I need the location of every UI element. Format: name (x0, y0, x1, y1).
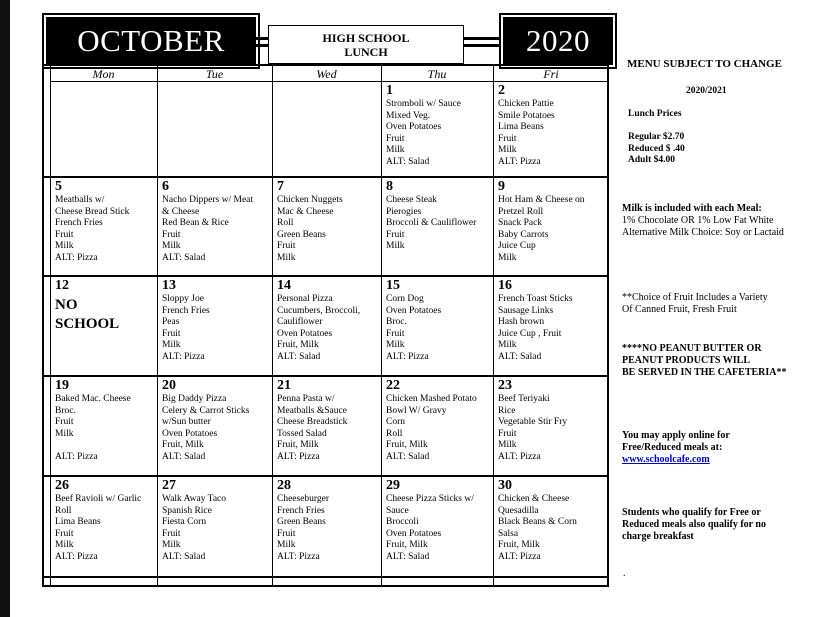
menu-item: Pretzel Roll (498, 206, 544, 217)
menu-item: Fruit (55, 229, 74, 240)
lunch-prices-heading: Lunch Prices (628, 109, 682, 119)
menu-item: ALT: Salad (162, 252, 206, 263)
menu-item: ALT: Pizza (277, 551, 320, 562)
peanut-warning (622, 343, 787, 379)
milk-info (622, 203, 784, 239)
day-cell (493, 477, 609, 576)
day-number: 15 (386, 278, 400, 293)
menu-item: Milk (55, 428, 74, 439)
apply-online (622, 430, 730, 466)
menu-item: ALT: Pizza (55, 252, 98, 263)
day-header-fri: Fri (543, 67, 559, 81)
day-cell (381, 82, 493, 176)
menu-item: ALT: Salad (386, 451, 430, 462)
menu-item (55, 440, 157, 452)
menu-title-box (268, 25, 464, 64)
menu-item: Fruit (162, 229, 181, 240)
day-header-mon: Mon (92, 67, 115, 81)
menu-item: Hot Ham & Cheese on (498, 195, 585, 205)
menu-item: Walk Away Taco (162, 494, 227, 504)
day-number: 6 (162, 179, 169, 194)
breakfast-line-1: Students who qualify for Free or (622, 507, 761, 518)
menu-item: Lima Beans (498, 122, 544, 133)
menu-item: Mixed Veg. (386, 110, 431, 121)
year-title: 2020 (503, 17, 613, 65)
menu-item: Broc. (55, 405, 76, 416)
menu-item: Smile Potatoes (498, 110, 555, 121)
day-number: 29 (386, 478, 400, 493)
day-cell (272, 377, 381, 475)
day-number: 1 (386, 83, 393, 98)
day-number: 5 (55, 179, 62, 194)
menu-item: Quesadilla (498, 505, 539, 516)
menu-item: Vegetable Stir Fry (498, 417, 568, 428)
menu-item: Green Beans (277, 517, 326, 528)
menu-item: Cheese Breadstick (277, 417, 348, 428)
day-cell (157, 377, 272, 475)
price-adult: Adult $4.00 (628, 155, 675, 165)
page-edge (0, 0, 10, 617)
header-connector-right-2 (463, 44, 499, 47)
menu-item: Cheeseburger (277, 494, 330, 504)
menu-item: Pierogies (386, 206, 422, 217)
menu-item: Fruit, Milk (386, 540, 428, 551)
menu-item: ALT: Pizza (498, 156, 541, 167)
breakfast-line-3: charge breakfast (622, 531, 694, 542)
price-list (628, 132, 685, 167)
menu-item: & Cheese (162, 206, 200, 217)
day-cell (157, 82, 272, 176)
menu-item: Fruit, Milk (386, 440, 428, 451)
day-cell (157, 477, 272, 576)
menu-item: Roll (55, 505, 72, 516)
menu-item: Nacho Dippers w/ Meat (162, 195, 254, 205)
menu-item: Oven Potatoes (162, 428, 218, 439)
peanut-line-2: PEANUT PRODUCTS WILL (622, 355, 750, 366)
menu-item: ALT: Salad (162, 451, 206, 462)
menu-item: Milk (498, 252, 517, 263)
menu-item: Fruit (55, 528, 74, 539)
day-number: 13 (162, 278, 176, 293)
menu-item: Fruit (55, 417, 74, 428)
day-number: 7 (277, 179, 284, 194)
day-cell (157, 178, 272, 275)
menu-item: Corn (386, 417, 405, 428)
day-number: 14 (277, 278, 291, 293)
menu-item: Milk (162, 241, 181, 252)
menu-item: Fruit (386, 229, 405, 240)
menu-item: Mac & Cheese (277, 206, 334, 217)
day-number: 21 (277, 378, 291, 393)
day-cell (50, 178, 157, 275)
menu-item: ALT: Salad (498, 351, 542, 362)
menu-item: Chicken Mashed Potato (386, 394, 477, 404)
menu-subject-to-change: MENU SUBJECT TO CHANGE (627, 58, 782, 70)
school-year: 2020/2021 (686, 86, 727, 96)
menu-item: Meatballs &Sauce (277, 405, 347, 416)
menu-item: Tossed Salad (277, 428, 327, 439)
fruit-line-1: **Choice of Fruit Includes a Variety (622, 292, 768, 303)
day-cell (272, 178, 381, 275)
header-connector-left (256, 37, 268, 40)
menu-item: Fruit (498, 133, 517, 144)
menu-item: Fruit, Milk (162, 440, 204, 451)
menu-item: ALT: Pizza (277, 451, 320, 462)
menu-item: Big Daddy Pizza (162, 394, 227, 404)
day-number: 2 (498, 83, 505, 98)
day-cell (50, 477, 157, 576)
menu-item: Broc. (386, 317, 407, 328)
day-cell (272, 477, 381, 576)
menu-item: Fruit, Milk (277, 340, 319, 351)
price-regular: Regular $2.70 (628, 132, 685, 142)
menu-item: Corn Dog (386, 294, 424, 304)
day-cell (157, 277, 272, 375)
menu-item: Chicken Nuggets (277, 195, 343, 205)
menu-item: Chicken Pattie (498, 99, 554, 109)
day-number: 26 (55, 478, 69, 493)
menu-item: Personal Pizza (277, 294, 333, 304)
apply-line-1: You may apply online for (622, 430, 730, 441)
menu-item: ALT: Pizza (386, 351, 429, 362)
day-cell (381, 277, 493, 375)
menu-item: Fruit (277, 528, 296, 539)
menu-item: Cauliflower (277, 317, 323, 328)
menu-item: Bowl W/ Gravy (386, 405, 447, 416)
menu-item: Milk (55, 540, 74, 551)
row-divider (42, 576, 609, 578)
day-cell (50, 377, 157, 475)
day-number: 27 (162, 478, 176, 493)
schoolcafe-link[interactable]: www.schoolcafe.com (622, 454, 710, 465)
menu-item: Rice (498, 405, 516, 416)
menu-title-line2: LUNCH (344, 44, 388, 59)
menu-item: Milk (386, 241, 405, 252)
day-cell (50, 277, 157, 375)
menu-item: Black Beans & Corn (498, 517, 577, 528)
menu-item: Milk (162, 540, 181, 551)
menu-item: ALT: Pizza (55, 551, 98, 562)
no-school-note: SCHOOL (55, 316, 120, 332)
menu-item: Beef Ravioli w/ Garlic (55, 494, 142, 504)
menu-item: Milk (277, 252, 296, 263)
day-number: 19 (55, 378, 69, 393)
menu-item: Milk (498, 440, 517, 451)
menu-item: Milk (277, 540, 296, 551)
peanut-line-3: BE SERVED IN THE CAFETERIA** (622, 367, 787, 378)
day-cell (381, 477, 493, 576)
menu-item: Lima Beans (55, 517, 101, 528)
menu-item: Milk (386, 145, 405, 156)
menu-item: Cucumbers, Broccoli, (277, 305, 361, 316)
menu-item: Peas (162, 317, 180, 328)
menu-item: ALT: Salad (162, 551, 206, 562)
menu-item: Oven Potatoes (386, 305, 442, 316)
menu-item: ALT: Pizza (162, 351, 205, 362)
day-cell (493, 277, 609, 375)
menu-item: Baked Mac. Cheese (55, 394, 131, 404)
day-cell (381, 178, 493, 275)
day-number: 23 (498, 378, 512, 393)
menu-item: Sloppy Joe (162, 294, 204, 304)
menu-item: Roll (277, 218, 294, 229)
day-number: 30 (498, 478, 512, 493)
menu-item: Fruit (162, 528, 181, 539)
menu-item: French Toast Sticks (498, 294, 573, 304)
menu-item: Milk (498, 145, 517, 156)
day-cell (381, 377, 493, 475)
menu-item: Milk (386, 340, 405, 351)
header-connector-right (463, 37, 499, 40)
day-number: 12 (55, 278, 69, 293)
menu-item: Snack Pack (498, 218, 543, 229)
day-cell (272, 82, 381, 176)
day-cell (493, 82, 609, 176)
peanut-line-1: ****NO PEANUT BUTTER OR (622, 343, 762, 354)
menu-item: Broccoli (386, 517, 419, 528)
menu-item: Red Bean & Rice (162, 218, 229, 229)
menu-item: ALT: Pizza (498, 451, 541, 462)
menu-item: ALT: Salad (386, 156, 430, 167)
breakfast-info (622, 507, 766, 543)
menu-item: Salsa (498, 528, 519, 539)
menu-item: Fruit, Milk (498, 540, 540, 551)
menu-item: Fruit (277, 241, 296, 252)
menu-item: Stromboli w/ Sauce (386, 99, 461, 109)
menu-item: Celery & Carrot Sticks (162, 405, 250, 416)
milk-line-2: 1% Chocolate OR 1% Low Fat White (622, 215, 774, 226)
breakfast-line-2: Reduced meals also qualify for no (622, 519, 766, 530)
day-header-tue: Tue (205, 67, 224, 81)
menu-item: Spanish Rice (162, 505, 212, 516)
milk-heading: Milk is included with each Meal: (622, 203, 762, 214)
day-cell (50, 82, 157, 176)
menu-item: French Fries (55, 218, 103, 229)
menu-item: Penna Pasta w/ (277, 394, 335, 404)
day-cell (272, 277, 381, 375)
menu-item: Beef Teriyaki (498, 394, 550, 404)
menu-item: Fruit (498, 428, 517, 439)
menu-title-line1: HIGH SCHOOL (322, 30, 410, 45)
menu-item: Broccoli & Cauliflower (386, 218, 477, 229)
menu-item: Fruit (386, 133, 405, 144)
menu-item: Fruit (162, 328, 181, 339)
day-cell (493, 377, 609, 475)
menu-item: Juice Cup , Fruit (498, 328, 562, 339)
trailing-mark: . (623, 568, 626, 579)
day-number: 8 (386, 179, 393, 194)
day-header-thu: Thu (427, 67, 447, 81)
day-header-wed: Wed (316, 67, 337, 81)
day-number: 28 (277, 478, 291, 493)
menu-item: Oven Potatoes (386, 528, 442, 539)
menu-item: ALT: Pizza (55, 451, 98, 462)
menu-item: ALT: Pizza (498, 551, 541, 562)
menu-item: Oven Potatoes (277, 328, 333, 339)
menu-item: Fruit (386, 328, 405, 339)
menu-item: Fruit, Milk (277, 440, 319, 451)
day-number: 16 (498, 278, 512, 293)
menu-item: Green Beans (277, 229, 326, 240)
menu-item: French Fries (162, 305, 210, 316)
day-number: 20 (162, 378, 176, 393)
menu-item: Cheese Steak (386, 195, 437, 205)
menu-item: Oven Potatoes (386, 122, 442, 133)
menu-item: Cheese Bread Stick (55, 206, 130, 217)
menu-item: Roll (386, 428, 403, 439)
price-reduced: Reduced $ .40 (628, 143, 685, 154)
menu-item: Baby Carrots (498, 229, 549, 240)
menu-item: Fiesta Corn (162, 517, 207, 528)
fruit-info (622, 292, 768, 316)
menu-item: w/Sun butter (162, 417, 211, 428)
day-number: 9 (498, 179, 505, 194)
no-school-note: NO (55, 297, 78, 313)
menu-item: Juice Cup (498, 241, 536, 252)
fruit-line-2: Of Canned Fruit, Fresh Fruit (622, 304, 737, 315)
menu-item: Milk (162, 340, 181, 351)
menu-item: Hash brown (498, 317, 545, 328)
menu-item: Milk (55, 241, 74, 252)
menu-item: ALT: Salad (386, 551, 430, 562)
menu-item: Milk (498, 340, 517, 351)
apply-line-2: Free/Reduced meals at: (622, 442, 723, 453)
header-connector-left-2 (256, 44, 268, 47)
month-title: OCTOBER (46, 17, 256, 65)
menu-item: Chicken & Cheese (498, 494, 570, 504)
menu-item: Meatballs w/ (55, 195, 105, 205)
day-cell (493, 178, 609, 275)
menu-item: French Fries (277, 505, 325, 516)
menu-item: Sauce (386, 505, 409, 516)
menu-item: Cheese Pizza Sticks w/ (386, 494, 474, 504)
milk-line-3: Alternative Milk Choice: Soy or Lactaid (622, 227, 784, 238)
day-number: 22 (386, 378, 400, 393)
menu-item: ALT: Salad (277, 351, 321, 362)
menu-item: Sausage Links (498, 305, 554, 316)
